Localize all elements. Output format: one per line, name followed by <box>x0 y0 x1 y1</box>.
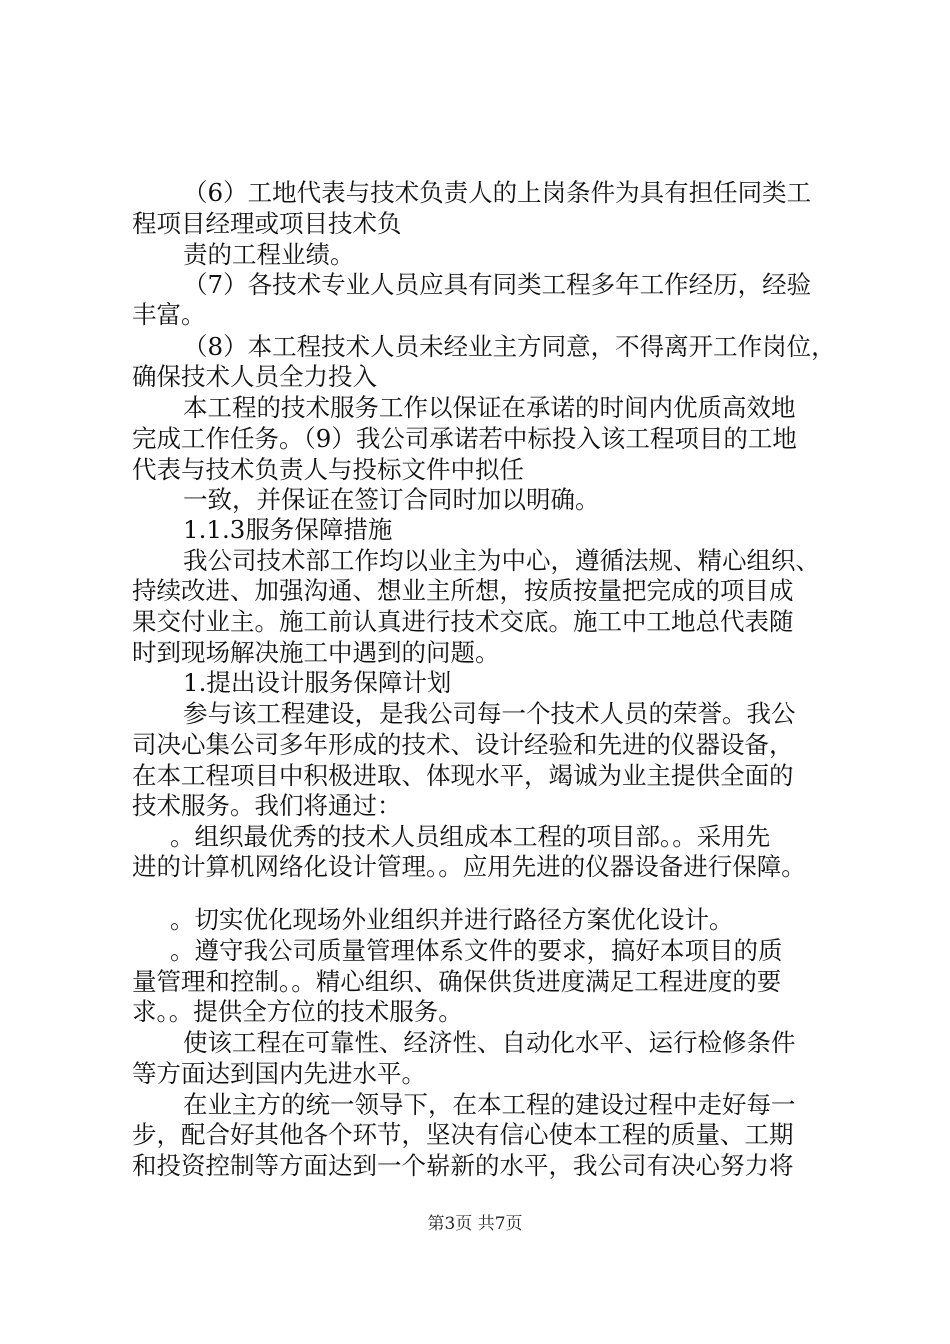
text-line: 确保技术人员全力投入 <box>132 362 377 391</box>
text-line: 丰富。 <box>132 300 206 329</box>
text-line: （7）各技术专业人员应具有同类工程多年工作经历，经验 <box>183 270 812 299</box>
text-line: 参与该工程建设，是我公司每一个技术人员的荣誉。我公 <box>183 699 796 728</box>
text-line: 司决心集公司多年形成的技术、设计经验和先进的仪器设备， <box>132 730 794 759</box>
text-line: 。组织最优秀的技术人员组成本工程的项目部。。采用先 <box>170 822 771 851</box>
text-line: 。切实优化现场外业组织并进行路径方案优化设计。 <box>170 905 734 934</box>
section-heading: 1.1.3服务保障措施 <box>183 515 393 544</box>
text-line: 我公司技术部工作均以业主为中心，遵循法规、精心组织、 <box>183 546 820 575</box>
text-line: 使该工程在可靠性、经济性、自动化水平、运行检修条件 <box>183 1028 796 1057</box>
text-line: （6）工地代表与技术负责人的上岗条件为具有担任同类工 <box>183 178 812 207</box>
text-line: 在本工程项目中积极进取、体现水平，竭诚为业主提供全面的 <box>132 761 794 790</box>
text-line: 果交付业主。施工前认真进行技术交底。施工中工地总代表随 <box>132 607 794 636</box>
text-line: 持续改进、加强沟通、想业主所想，按质按量把完成的项目成 <box>132 576 794 605</box>
text-line: 完成工作任务。（9）我公司承诺若中标投入该工程项目的工地 <box>132 424 797 453</box>
text-line: 等方面达到国内先进水平。 <box>132 1059 426 1088</box>
text-line: 步，配合好其他各个环节，坚决有信心使本工程的质量、工期 <box>132 1120 794 1149</box>
text-line: 量管理和控制。。精心组织、确保供货进度满足工程进度的要 <box>132 967 782 996</box>
text-line: 在业主方的统一领导下，在本工程的建设过程中走好每一 <box>183 1090 796 1119</box>
text-line: 责的工程业绩。 <box>183 240 355 269</box>
text-line: 进的计算机网络化设计管理。。应用先进的仪器设备进行保障。 <box>132 852 806 881</box>
text-line: 本工程的技术服务工作以保证在承诺的时间内优质高效地 <box>183 393 796 422</box>
text-line: 代表与技术负责人与投标文件中拟任 <box>132 455 524 484</box>
section-heading: 1.提出设计服务保障计划 <box>183 668 452 697</box>
text-line: （8）本工程技术人员未经业主方同意，不得离开工作岗位， <box>183 332 836 361</box>
text-line: 技术服务。我们将通过： <box>132 791 402 820</box>
text-line: 和投资控制等方面达到一个崭新的水平，我公司有决心努力将 <box>132 1151 794 1180</box>
text-line: 一致，并保证在签订合同时加以明确。 <box>183 485 600 514</box>
text-line: 时到现场解决施工中遇到的问题。 <box>132 638 500 667</box>
text-line: 求。。提供全方位的技术服务。 <box>132 997 463 1026</box>
page-number-footer: 第3页 共7页 <box>427 1214 523 1234</box>
text-line: 程项目经理或项目技术负 <box>132 209 402 238</box>
text-line: 。遵守我公司质量管理体系文件的要求，搞好本项目的质 <box>170 936 783 965</box>
